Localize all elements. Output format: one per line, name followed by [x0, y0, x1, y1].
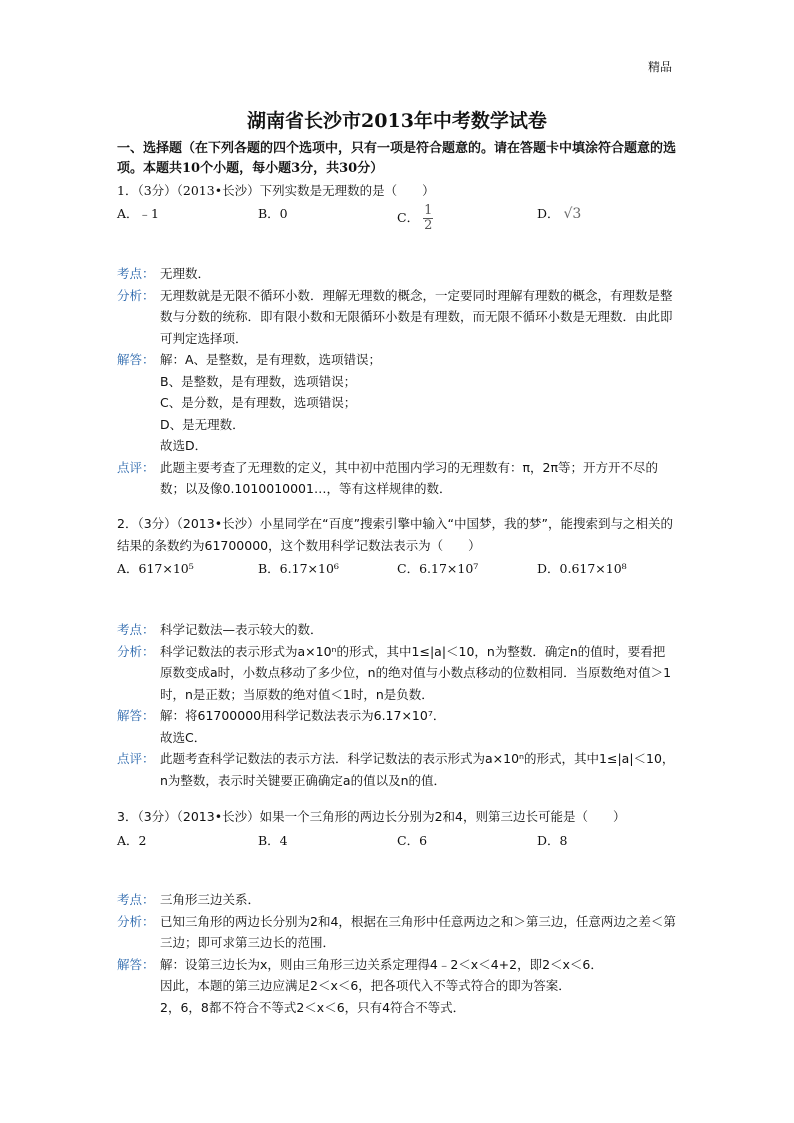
fraction-denominator: 2: [424, 218, 433, 233]
q2-option-a: A．617×10⁵: [117, 561, 194, 576]
q3-solution: [117, 889, 677, 1018]
q1-solution: [117, 263, 677, 500]
q2-stem: 2．（3分）（2013•长沙）小星同学在“百度”搜索引擎中输入“中国梦，我的梦”，能搜索到与之相关的结果的条数约为61700000，这个数用科学记数法表示为（ ）: [117, 516, 673, 553]
q1-jieda-line: 故选D．: [160, 438, 208, 453]
kaodian-label: 考点：: [117, 892, 155, 907]
q1-jieda-line: B、是整数，是有理数，选项错误；: [160, 373, 357, 389]
q3-option-c: C．6: [397, 833, 428, 848]
q1-stem: 1．（3分）（2013•长沙）下列实数是无理数的是（ ）: [117, 183, 435, 198]
jieda-label: 解答：: [117, 352, 155, 367]
q1-option-c-label: C．: [397, 210, 420, 225]
q1-fenxi: 无理数就是无限不循环小数．理解无理数的概念，一定要同时理解有理数的概念，有理数是整数与分数的统称．即有限小数和无限循环小数是有理数，而无限不循环小数是无理数．由此即可判定选择项．: [160, 287, 673, 346]
q2-jieda-line: 故选C．: [160, 729, 207, 745]
q2-fenxi: 科学记数法的表示形式为a×10ⁿ的形式，其中1≤|a|＜10，n为整数．确定n的值时，要看把原数变成a时，小数点移动了多少位，n的绝对值与小数点移动的位数相同．当原数绝对值＞1时，n是正数；当原数的绝对值＜1时，n是负数．: [160, 643, 672, 702]
q3-kaodian: 三角形三边关系．: [160, 892, 261, 907]
q3-stem: 3．（3分）（2013•长沙）如果一个三角形的两边长分别为2和4，则第三边长可能是（ ）: [117, 809, 626, 824]
q1-option-a: A．﹣1: [117, 206, 159, 221]
q2-option-b: B．6.17×10⁶: [258, 561, 339, 576]
q2-option-c: C．6.17×10⁷: [397, 561, 479, 576]
kaodian-label: 考点：: [117, 622, 155, 637]
q3-fenxi: 已知三角形的两边长分别为2和4，根据在三角形中任意两边之和＞第三边，任意两边之差＜第三边；即可求第三边长的范围．: [160, 913, 676, 950]
dianping-label: 点评：: [117, 459, 155, 475]
header-tag: 精品: [647, 60, 672, 74]
q1-option-d: [537, 204, 581, 222]
dianping-label: 点评：: [117, 751, 155, 766]
page-title: 湖南省长沙市2013年中考数学试卷: [247, 110, 547, 132]
fenxi-label: 分析：: [117, 287, 155, 303]
q1-option-d-label: D．: [537, 206, 560, 221]
sqrt-expression: √3: [563, 206, 582, 222]
fenxi-label: 分析：: [117, 913, 155, 929]
q3-jieda-line: 2，6，8都不符合不等式2＜x＜6，只有4符合不等式．: [160, 999, 466, 1015]
q1-dianping: 此题主要考查了无理数的定义，其中初中范围内学习的无理数有：π，2π等；开方开不尽的数；以及像0.1010010001…，等有这样规律的数．: [160, 459, 659, 496]
q2-jieda: [160, 705, 677, 748]
kaodian-label: 考点：: [117, 266, 155, 281]
q1-jieda-line: 解：A、是整数，是有理数，选项错误；: [160, 352, 382, 367]
q3-jieda-line: 因此，本题的第三边应满足2＜x＜6，把各项代入不等式符合的即为答案．: [160, 978, 571, 993]
section-heading: 一、选择题（在下列各题的四个选项中，只有一项是符合题意的。请在答题卡中填涂符合题意的选项。本题共10个小题，每小题3分，共30分）: [117, 141, 677, 176]
q2-option-d: D．0.617×10⁸: [537, 561, 627, 576]
q1-option-c: [397, 204, 433, 233]
q2-solution: [117, 619, 677, 791]
fraction-numerator: 1: [424, 203, 433, 218]
q2-kaodian: 科学记数法—表示较大的数．: [160, 622, 323, 637]
q1-kaodian: 无理数．: [160, 266, 211, 281]
q1-jieda-line: D、是无理数．: [160, 416, 245, 432]
fenxi-label: 分析：: [117, 643, 155, 659]
q3-jieda-line: 解：设第三边长为x，则由三角形三边关系定理得4﹣2＜x＜4+2，即2＜x＜6．: [160, 956, 603, 972]
jieda-label: 解答：: [117, 708, 155, 723]
fraction: [423, 204, 433, 233]
q1-jieda-line: C、是分数，是有理数，选项错误；: [160, 395, 357, 410]
jieda-label: 解答：: [117, 956, 155, 972]
q2-jieda-line: 解：将61700000用科学记数法表示为6.17×10⁷．: [160, 708, 446, 723]
q3-option-a: A．2: [117, 833, 147, 848]
q3-option-b: B．4: [258, 833, 288, 848]
q3-option-d: D．8: [537, 833, 568, 848]
q2-dianping: 此题考查科学记数法的表示方法．科学记数法的表示形式为a×10ⁿ的形式，其中1≤|a|＜10，n为整数，表示时关键要正确确定a的值以及n的值．: [160, 751, 675, 788]
q3-jieda: [160, 954, 677, 1019]
q1-option-b: B．0: [258, 206, 288, 221]
q1-jieda: [160, 349, 677, 457]
